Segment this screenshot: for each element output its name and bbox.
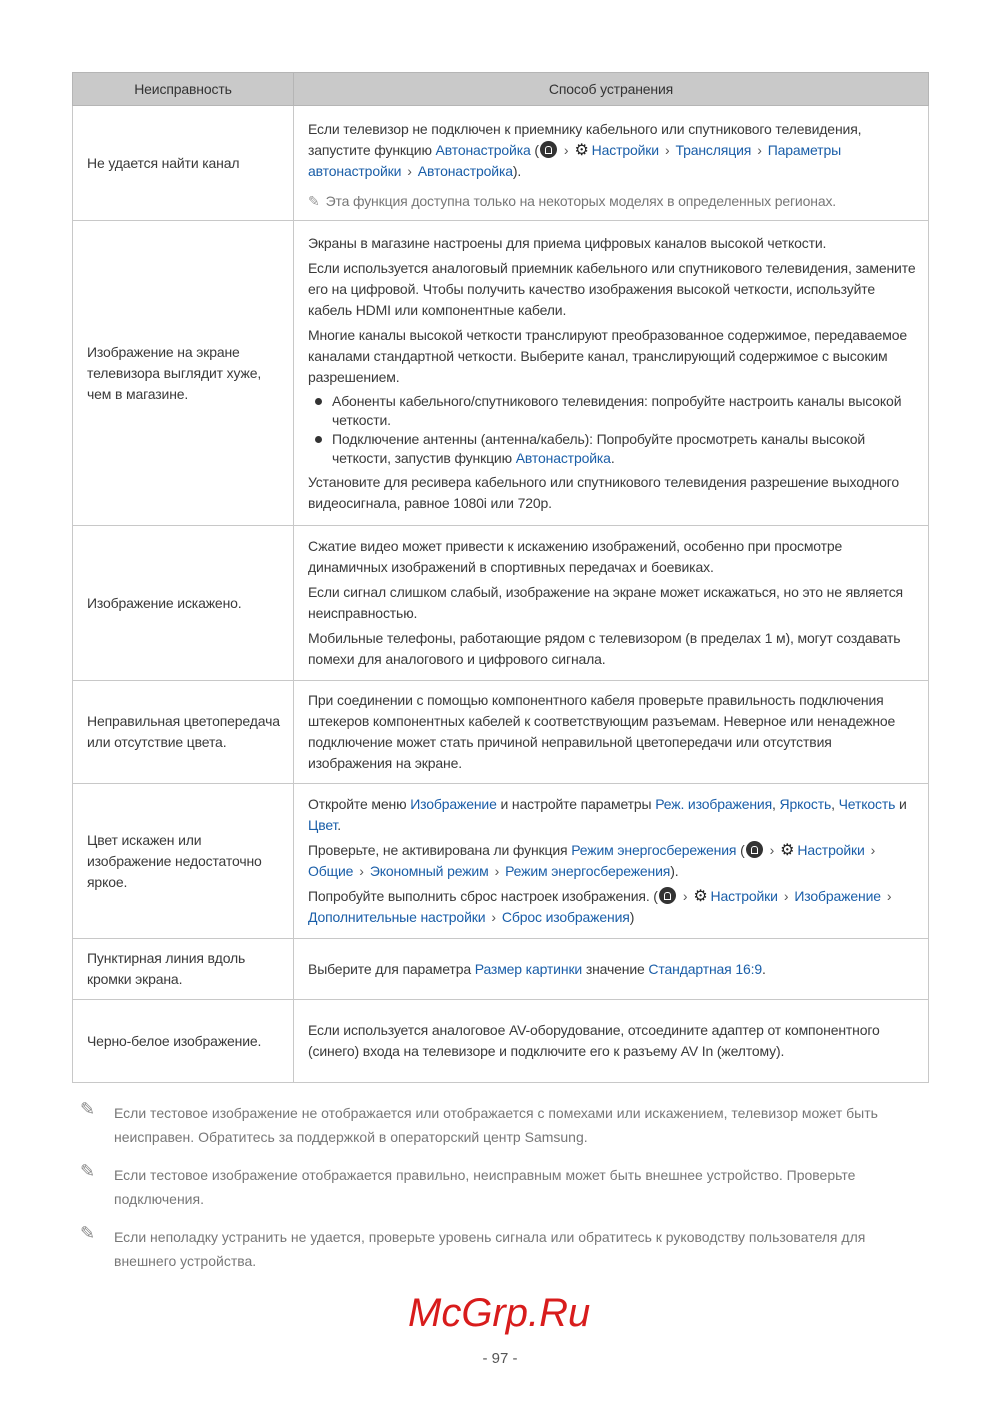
problem-cell: Изображение искажено. [73, 526, 294, 681]
text: Если сигнал слишком слабый, изображение на экране может искажаться, но это не является неисправностью. [308, 584, 903, 621]
solution-cell [294, 221, 929, 526]
text: Если телевизор не подключен к приемнику кабельного или спутникового телевидения, запустите функцию [308, 120, 862, 158]
chevron-right-icon: › [870, 842, 876, 858]
page-content [72, 72, 929, 1287]
gear-icon: ⚙ [574, 141, 589, 159]
paragraph [308, 325, 918, 388]
problem-cell: Цвет искажен или изображение недостаточно яркое. [73, 784, 294, 939]
menu-link[interactable]: Стандартная 16:9 [648, 960, 762, 977]
text: . [337, 817, 341, 833]
pencil-note-icon: ✎ [80, 1223, 96, 1243]
pencil-note-icon: ✎ [308, 192, 320, 209]
text: и настройте параметры [496, 796, 656, 812]
paragraph [308, 794, 918, 836]
text: Эта функция доступна только на некоторых моделях в определенных регионах. [325, 192, 837, 209]
text: Выберите для параметра [308, 960, 475, 977]
problem-cell: Не удается найти канал [73, 106, 294, 221]
text: Многие каналы высокой четкости транслируют преобразованное содержимое, передаваемое каналами стандартной четкости. Выберите канал, транслирующий содержимое с высоким разрешением. [308, 326, 908, 385]
text: значение [582, 960, 649, 977]
text: Подключение антенны (антенна/кабель): Попробуйте просмотреть каналы высокой четкости, запустив функцию [332, 430, 866, 466]
menu-link[interactable]: Трансляция [675, 141, 752, 158]
pencil-note-icon: ✎ [80, 1099, 96, 1119]
text: , [772, 796, 780, 812]
paragraph [308, 840, 918, 882]
text: Установите для ресивера кабельного или спутникового телевидения разрешение выходного видеосигнала, равное 1080i или 720p. [308, 473, 900, 511]
menu-link[interactable]: Общие [308, 863, 354, 879]
menu-link[interactable]: Режим энергосбережения [571, 842, 737, 858]
home-icon [746, 841, 763, 858]
gear-icon: ⚙ [693, 888, 708, 905]
menu-link[interactable]: Режим энергосбережения [505, 863, 671, 879]
menu-link[interactable]: Автонастройка [417, 162, 513, 179]
text: Сжатие видео может привести к искажению изображений, особенно при просмотре динамичных изображений в спортивных передачах и боевиках. [308, 538, 843, 575]
footnote [80, 1163, 929, 1211]
footnotes [80, 1101, 929, 1273]
menu-link[interactable]: Дополнительные настройки [308, 909, 486, 925]
paragraph [308, 582, 918, 624]
column-header-solution: Способ устранения [294, 73, 929, 106]
text: ( [736, 842, 745, 858]
menu-link[interactable]: Параметры автонастройки [308, 141, 841, 179]
footnote [80, 1225, 929, 1273]
text: ( [530, 141, 539, 158]
paragraph [308, 886, 918, 928]
chevron-right-icon: › [491, 909, 496, 925]
paragraph [308, 1020, 918, 1062]
table-row [73, 784, 929, 939]
text: . [610, 449, 615, 466]
menu-link[interactable]: Реж. изображения [655, 796, 773, 812]
text: При соединении с помощью компонентного кабеля проверьте правильность подключения штекеров компонентных кабелей к соответствующим разъемам. Неверное или ненадежное подключение может стать причиной неправильной цветопередачи или отсутствия изображения на экране. [308, 692, 896, 771]
menu-link[interactable]: Экономный режим [369, 863, 489, 879]
table-row [73, 681, 929, 784]
menu-link[interactable]: Яркость [779, 796, 832, 812]
pencil-note-icon: ✎ [80, 1161, 96, 1181]
paragraph [308, 119, 918, 182]
text: , [831, 796, 839, 812]
text: Мобильные телефоны, работающие рядом с телевизором (в пределах 1 м), могут создавать помехи для аналогового и цифрового сигнала. [308, 630, 901, 667]
paragraph [308, 959, 918, 980]
menu-link[interactable]: Четкость [838, 796, 896, 812]
menu-link[interactable]: Изображение [410, 796, 497, 812]
column-header-problem: Неисправность [73, 73, 294, 106]
table-row [73, 526, 929, 681]
problem-cell: Пунктирная линия вдоль кромки экрана. [73, 939, 294, 1000]
chevron-right-icon: › [494, 863, 500, 879]
text: Если используется аналоговое AV-оборудование, отсоедините адаптер от компонентного (синего) входа на телевизоре и подключите его к разъему AV In (желтому). [308, 1022, 880, 1059]
text: ) [629, 909, 635, 925]
menu-link[interactable]: Настройки [797, 842, 865, 858]
problem-cell: Черно-белое изображение. [73, 1000, 294, 1083]
gear-icon: ⚙ [780, 842, 795, 859]
text: и [895, 796, 907, 812]
text: Проверьте, не активирована ли функция [308, 842, 572, 858]
home-icon [540, 141, 557, 158]
chevron-right-icon: › [757, 141, 762, 158]
home-icon [659, 887, 676, 904]
table-row [73, 106, 929, 221]
menu-link[interactable]: Автонастройка [515, 449, 611, 466]
solution-cell [294, 784, 929, 939]
text: Откройте меню [308, 796, 411, 812]
chevron-right-icon: › [769, 842, 775, 858]
chevron-right-icon: › [783, 888, 789, 904]
menu-link[interactable]: Изображение [794, 888, 881, 904]
footnote-text: Если тестовое изображение не отображается или отображается с помехами или искажением, телевизор может быть неисправен. Обратитесь за поддержкой в операторский центр Samsung. [114, 1105, 878, 1145]
menu-link[interactable]: Настройки [591, 141, 659, 158]
menu-link[interactable]: Автонастройка [435, 141, 531, 158]
watermark: McGrp.Ru [408, 1291, 591, 1335]
footnote-text: Если тестовое изображение отображается правильно, неисправным может быть внешнее устройство. Проверьте подключения. [114, 1167, 856, 1207]
solution-cell [294, 106, 929, 221]
chevron-right-icon: › [359, 863, 364, 879]
solution-cell [294, 1000, 929, 1083]
solution-cell [294, 939, 929, 1000]
note [308, 191, 918, 212]
text: Экраны в магазине настроены для приема цифровых каналов высокой четкости. [308, 234, 827, 251]
menu-link[interactable]: Сброс изображения [501, 909, 630, 925]
text: . [762, 960, 766, 977]
problem-cell: Неправильная цветопередача или отсутствие цвета. [73, 681, 294, 784]
bullet-item [308, 430, 918, 468]
table-row [73, 939, 929, 1000]
footnote [80, 1101, 929, 1149]
paragraph [308, 536, 918, 578]
paragraph [308, 233, 918, 254]
menu-link[interactable]: Размер картинки [474, 960, 583, 977]
paragraph [308, 472, 918, 514]
menu-link[interactable]: Цвет [308, 817, 338, 833]
paragraph [308, 690, 918, 774]
table-row [73, 1000, 929, 1083]
text: Если используется аналоговый приемник кабельного или спутникового телевидения, замените его на цифровой. Чтобы получить качество изображения высокой четкости, используйте кабель HDMI или компонентные кабели. [308, 259, 916, 318]
troubleshooting-table [72, 72, 929, 1083]
text: Абоненты кабельного/спутникового телевидения: попробуйте настроить каналы высокой четкости. [332, 392, 902, 428]
paragraph [308, 258, 918, 321]
solution-cell [294, 526, 929, 681]
solution-cell [294, 681, 929, 784]
chevron-right-icon: › [664, 141, 670, 158]
table-row [73, 221, 929, 526]
text: Попробуйте выполнить сброс настроек изображения. ( [308, 888, 658, 904]
paragraph [308, 628, 918, 670]
menu-link[interactable]: Настройки [710, 888, 778, 904]
bullet-item [308, 392, 918, 430]
footnote-text: Если неполадку устранить не удается, проверьте уровень сигнала или обратитесь к руководству пользователя для внешнего устройства. [114, 1229, 866, 1269]
chevron-right-icon: › [682, 888, 688, 904]
text: ). [670, 863, 679, 879]
chevron-right-icon: › [563, 141, 569, 158]
page-number: - 97 - [482, 1350, 518, 1367]
text: ). [512, 162, 522, 179]
chevron-right-icon: › [886, 888, 892, 904]
problem-cell: Изображение на экране телевизора выглядит хуже, чем в магазине. [73, 221, 294, 526]
chevron-right-icon: › [407, 162, 412, 179]
